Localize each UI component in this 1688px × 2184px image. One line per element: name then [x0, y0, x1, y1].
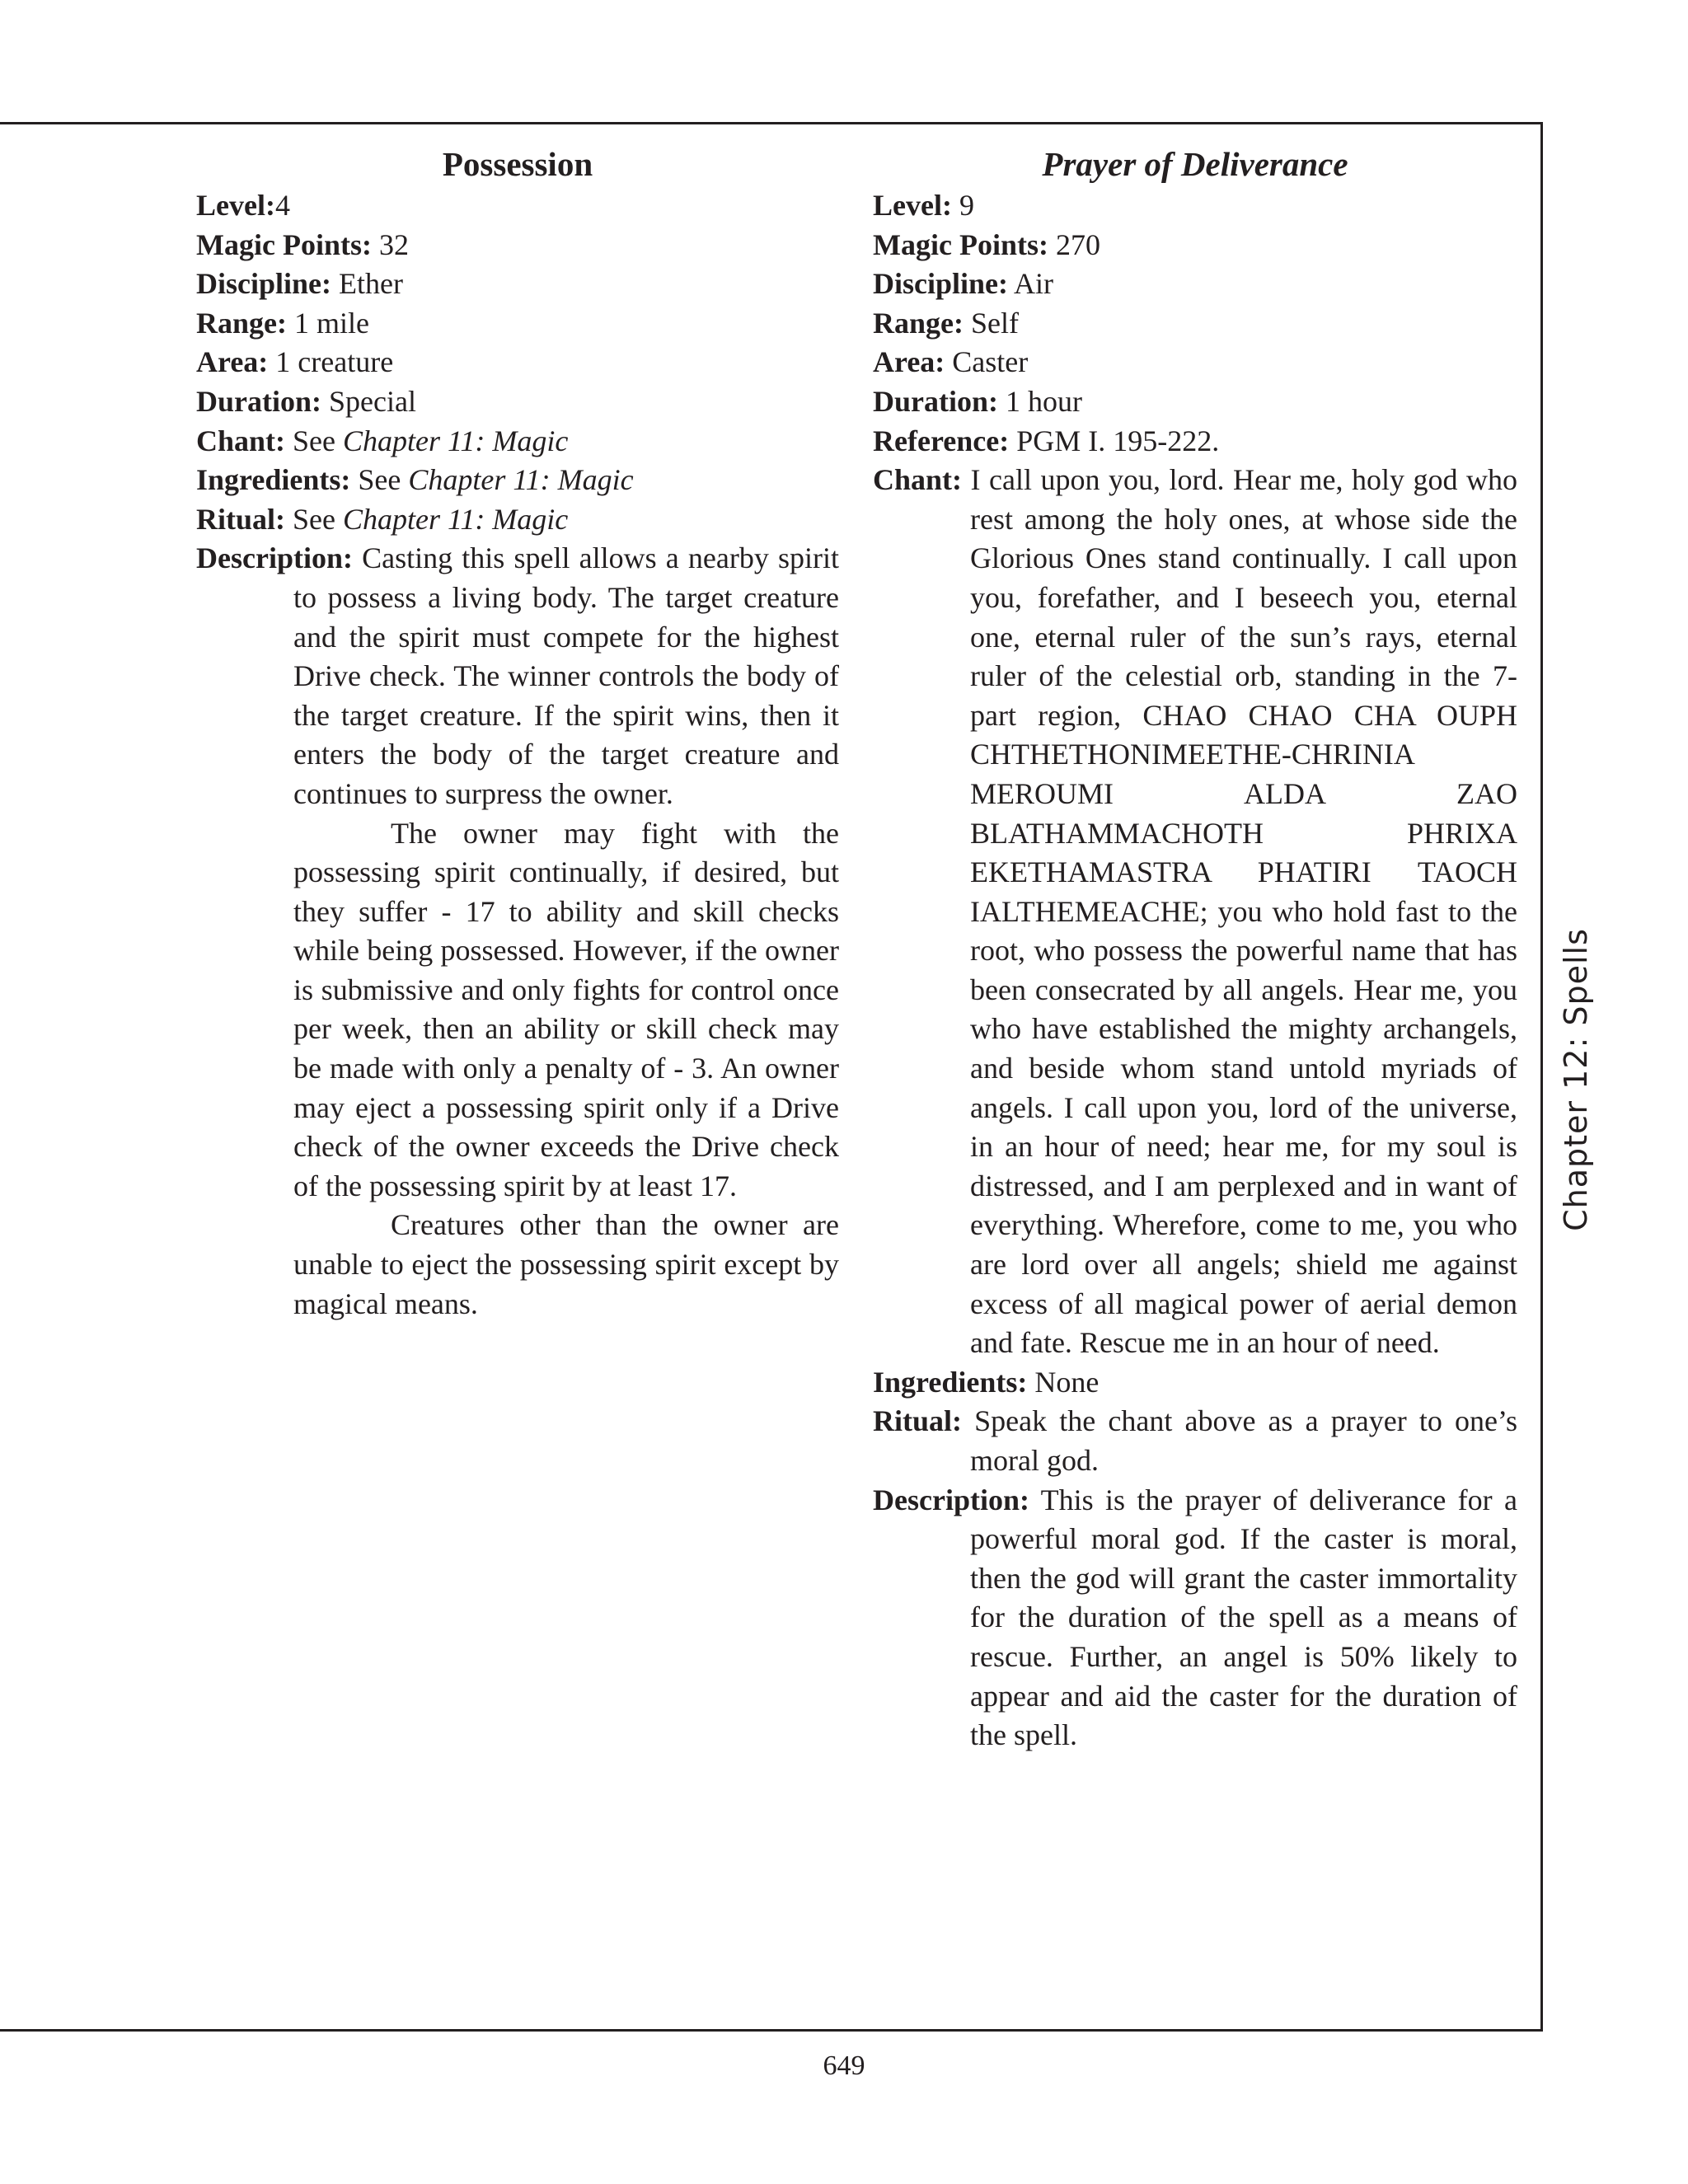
description-paragraph	[196, 814, 839, 1207]
stat-label: Ingredients:	[873, 1365, 1028, 1399]
stat-value: Ether	[331, 267, 403, 301]
stat-label: Reference:	[873, 424, 1010, 457]
magic-points-stat	[196, 226, 839, 265]
spell-title: Prayer of Deliverance	[1042, 145, 1348, 183]
stat-label: Area:	[196, 345, 269, 379]
ingredients-stat	[196, 461, 839, 500]
reference-stat	[873, 422, 1517, 462]
duration-stat	[196, 382, 839, 422]
stat-value: Caster	[945, 345, 1029, 379]
stat-label: Chant:	[873, 463, 963, 497]
stat-label: Duration:	[873, 384, 998, 418]
ritual-text: Speak the chant above as a prayer to one’s moral god.	[962, 1404, 1517, 1477]
stat-value: Special	[321, 384, 416, 418]
range-stat	[196, 304, 839, 344]
stat-value: PGM I. 195-222.	[1009, 424, 1220, 457]
stat-value: 1 hour	[998, 384, 1082, 418]
discipline-stat	[196, 265, 839, 304]
duration-stat	[873, 382, 1517, 422]
level-stat	[196, 186, 839, 226]
stat-value: 1 creature	[268, 345, 394, 379]
description-paragraph	[196, 1206, 839, 1324]
description-text: Casting this spell allows a nearby spirit to possess a living body. The target creature and the spirit must compete for the highest Drive check. The winner controls the body of the target creature. If the spirit wins, then it enters the body of the target creature and continues to surpress the owner.	[293, 541, 839, 810]
chapter-reference: Chapter 11: Magic	[408, 463, 634, 497]
stat-value: See	[350, 463, 409, 497]
stat-value: 9	[951, 189, 974, 222]
chant-text: I call upon you, lord. Hear me, holy god who rest among the holy ones, at whose side the Glorious Ones stand continually. I call upon you, forefather, and I beseech you, eternal one, eternal ruler of the sun’s rays, eternal ruler of the celestial orb, standing in the 7-part region, CHAO CHAO CHA OUPH CHTHETHONIMEETHE-CHRINIA MEROUMI ALDA ZAO BLATHAMMACHOTH PHRIXA EKETHAMASTRA PHATIRI TAOCH IALTHEMEACHE; you who hold fast to the root, who possess the powerful name that has been consecrated by all angels. Hear me, you who have established the mighty archangels, and beside whom stand untold myriads of angels. I call upon you, lord of the universe, in an hour of need; hear me, for my soul is distressed, and I am perplexed and in want of everything. Wherefore, come to me, you who are lord over all angels; shield me against excess of all magical power of aerial demon and fate. Rescue me in an hour of need.	[962, 463, 1517, 1360]
stat-label: Description:	[196, 541, 353, 575]
area-stat	[196, 343, 839, 382]
stat-value: 32	[371, 227, 409, 261]
range-stat	[873, 304, 1517, 344]
stat-label: Area:	[873, 345, 945, 379]
stat-value: 270	[1048, 227, 1100, 261]
stat-label: Discipline:	[196, 267, 332, 301]
stat-value: None	[1027, 1365, 1100, 1399]
spell-possession	[196, 142, 839, 1324]
ritual-stat	[873, 1402, 1517, 1480]
chapter-label: Chapter 12: Spells	[1558, 928, 1594, 1231]
spell-prayer-of-deliverance	[873, 142, 1517, 1755]
description-text: The owner may fight with the possessing spirit continually, if desired, but they suffer - 17 to ability and skill checks while being possessed. However, if the owner is submissive and only fights for control once per week, then an ability or skill check may be made with only a penalty of - 3. An owner may eject a possessing spirit only if a Drive check of the owner exceeds the Drive check of the possessing spirit by at least 17.	[293, 816, 839, 1202]
description-stat	[196, 539, 839, 813]
stat-value: 1 mile	[287, 306, 369, 340]
stat-label: Ingredients:	[196, 463, 351, 497]
stat-label: Duration:	[196, 384, 321, 418]
description-stat	[873, 1481, 1517, 1755]
ritual-stat	[196, 500, 839, 540]
stat-value: See	[285, 502, 343, 536]
stat-value: Air	[1008, 267, 1054, 301]
stat-label: Range:	[196, 306, 287, 340]
chapter-sidebar	[1551, 915, 1601, 1244]
chapter-reference: Chapter 11: Magic	[343, 424, 569, 457]
stat-label: Chant:	[196, 424, 286, 457]
stat-value: Self	[964, 306, 1019, 340]
area-stat	[873, 343, 1517, 382]
discipline-stat	[873, 265, 1517, 304]
description-text: This is the prayer of deliverance for a powerful moral god. If the caster is moral, then the god will grant the caster immortality for the duration of the spell as a means of rescue. Further, an angel is 50% likely to appear and aid the caster for the duration of the spell.	[970, 1483, 1517, 1752]
stat-label: Magic Points:	[873, 227, 1048, 261]
description-text: Creatures other than the owner are unable to eject the possessing spirit except by magical means.	[293, 1208, 839, 1320]
level-stat	[873, 186, 1517, 226]
stat-label: Level:	[873, 189, 952, 222]
chant-stat	[873, 461, 1517, 1363]
chant-stat	[196, 422, 839, 462]
stat-label: Range:	[873, 306, 964, 340]
ingredients-stat	[873, 1363, 1517, 1403]
stat-value: 4	[274, 189, 290, 222]
page-number: 649	[823, 2050, 865, 2081]
stat-label: Level:	[196, 189, 275, 222]
magic-points-stat	[873, 226, 1517, 265]
stat-label: Description:	[873, 1483, 1029, 1516]
stat-label: Discipline:	[873, 267, 1009, 301]
stat-label: Magic Points:	[196, 227, 372, 261]
stat-value: See	[285, 424, 344, 457]
stat-label: Ritual:	[873, 1404, 962, 1438]
chapter-reference: Chapter 11: Magic	[342, 502, 569, 536]
spell-title: Possession	[442, 145, 593, 183]
stat-label: Ritual:	[196, 502, 285, 536]
